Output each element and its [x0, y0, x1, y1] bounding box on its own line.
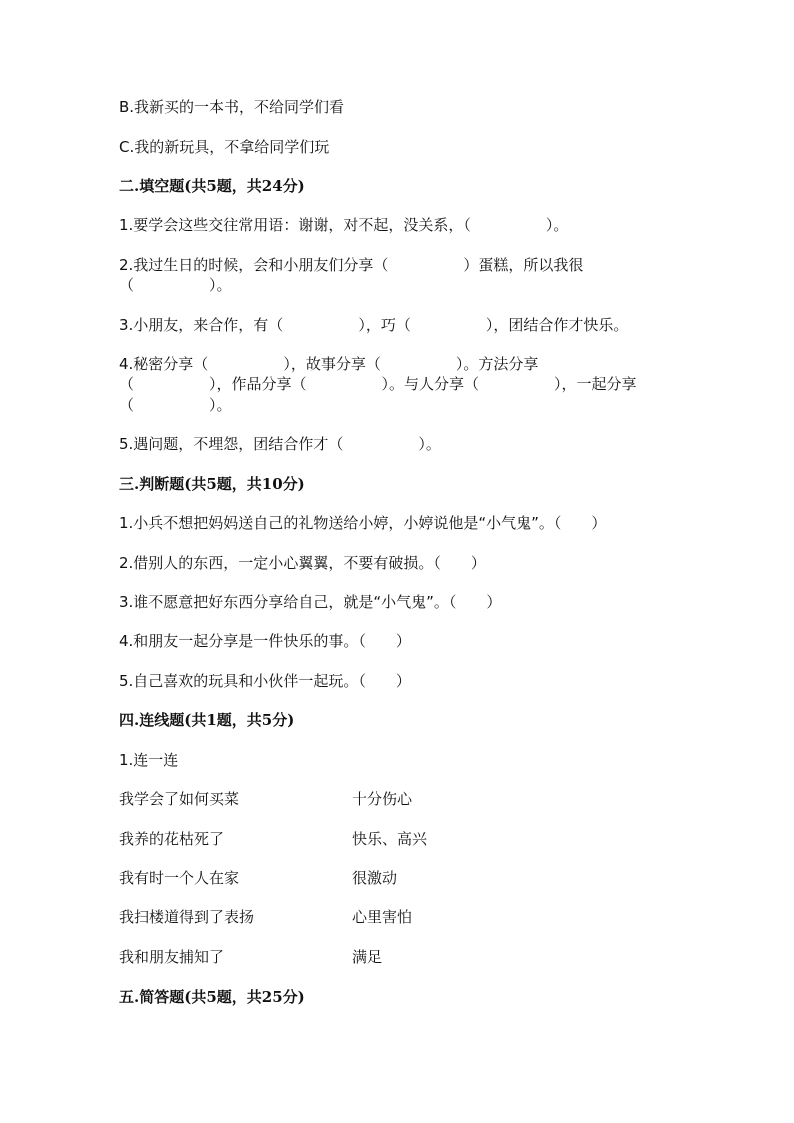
- section-heading-judge: 三.判断题(共5题，共10分): [119, 475, 305, 493]
- match-right-item: 十分伤心: [352, 790, 413, 808]
- fill-question-4-line2: （ ），作品分享（ ）。与人分享（ ），一起分享: [119, 375, 637, 393]
- fill-question-4-line1: 4.秘密分享（ ），故事分享（ ）。方法分享: [119, 355, 539, 373]
- option-b: B.我新买的一本书，不给同学们看: [119, 98, 345, 116]
- judge-question-1: 1.小兵不想把妈妈送自己的礼物送给小婷，小婷说他是“小气鬼”。（ ）: [119, 514, 607, 532]
- match-left-item: 我有时一个人在家: [119, 869, 240, 887]
- option-c: C.我的新玩具，不拿给同学们玩: [119, 138, 330, 156]
- judge-question-3: 3.谁不愿意把好东西分享给自己，就是“小气鬼”。（ ）: [119, 593, 502, 611]
- match-left-item: 我和朋友捕知了: [119, 948, 225, 966]
- section-heading-fill: 二.填空题(共5题，共24分): [119, 177, 305, 195]
- judge-question-2: 2.借别人的东西，一定小心翼翼，不要有破损。（ ）: [119, 554, 486, 572]
- match-left-item: 我扫楼道得到了表扬: [119, 908, 255, 926]
- match-left-item: 我养的花枯死了: [119, 830, 225, 848]
- fill-question-3: 3.小朋友，来合作，有（ ），巧（ ），团结合作才快乐。: [119, 316, 629, 334]
- judge-question-5: 5.自己喜欢的玩具和小伙伴一起玩。（ ）: [119, 672, 411, 690]
- match-left-item: 我学会了如何买菜: [119, 790, 240, 808]
- fill-question-2-line2: （ ）。: [119, 276, 232, 294]
- match-right-item: 很激动: [352, 869, 398, 887]
- match-right-item: 满足: [352, 948, 383, 966]
- fill-question-1: 1.要学会这些交往常用语：谢谢，对不起，没关系，（ ）。: [119, 216, 569, 234]
- match-question-1: 1.连一连: [119, 751, 179, 769]
- match-right-item: 心里害怕: [352, 908, 413, 926]
- fill-question-2-line1: 2.我过生日的时候，会和小朋友们分享（ ）蛋糕，所以我很: [119, 256, 584, 274]
- section-heading-match: 四.连线题(共1题，共5分): [119, 711, 295, 729]
- match-right-item: 快乐、高兴: [352, 830, 428, 848]
- section-heading-short-answer: 五.简答题(共5题，共25分): [119, 988, 305, 1006]
- fill-question-4-line3: （ ）。: [119, 396, 232, 414]
- fill-question-5: 5.遇问题，不埋怨，团结合作才（ ）。: [119, 435, 441, 453]
- judge-question-4: 4.和朋友一起分享是一件快乐的事。（ ）: [119, 632, 411, 650]
